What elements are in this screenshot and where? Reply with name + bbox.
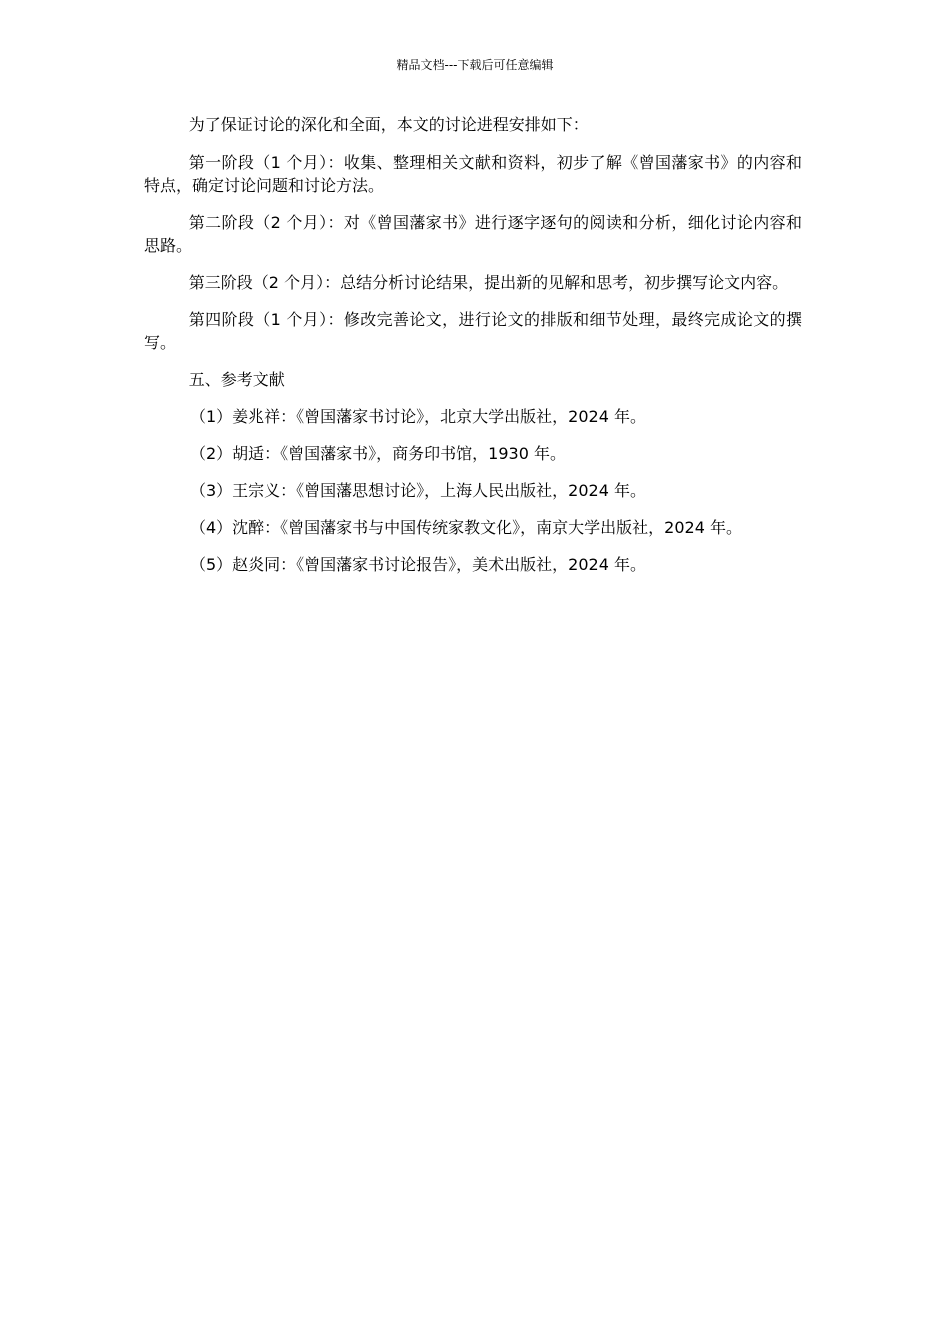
stage-4-paragraph: 第四阶段（1 个月）：修改完善论文，进行论文的排版和细节处理，最终完成论文的撰写。 [144, 310, 802, 352]
stage-3-paragraph: 第三阶段（2 个月）：总结分析讨论结果，提出新的见解和思考，初步撰写论文内容。 [188, 273, 789, 292]
references-heading: 五、参考文献 [188, 370, 285, 389]
reference-item: （4）沈醉：《曾国藩家书与中国传统家教文化》，南京大学出版社，2024 年。 [190, 518, 742, 537]
document-body [144, 113, 802, 590]
references-list [144, 405, 802, 576]
page-header: 精品文档---下载后可任意编辑 [396, 58, 554, 72]
intro-paragraph: 为了保证讨论的深化和全面，本文的讨论进程安排如下： [188, 115, 589, 134]
reference-item: （1）姜兆祥：《曾国藩家书讨论》，北京大学出版社，2024 年。 [190, 407, 646, 426]
stage-1-paragraph: 第一阶段（1 个月）：收集、整理相关文献和资料，初步了解《曾国藩家书》的内容和特点，确定讨论问题和讨论方法。 [144, 153, 802, 195]
reference-item: （5）赵炎同：《曾国藩家书讨论报告》，美术出版社，2024 年。 [190, 555, 646, 574]
stage-2-paragraph: 第二阶段（2 个月）：对《曾国藩家书》进行逐字逐句的阅读和分析，细化讨论内容和思路。 [144, 213, 802, 255]
reference-item: （2）胡适：《曾国藩家书》，商务印书馆，1930 年。 [190, 444, 566, 463]
reference-item: （3）王宗义：《曾国藩思想讨论》，上海人民出版社，2024 年。 [190, 481, 646, 500]
